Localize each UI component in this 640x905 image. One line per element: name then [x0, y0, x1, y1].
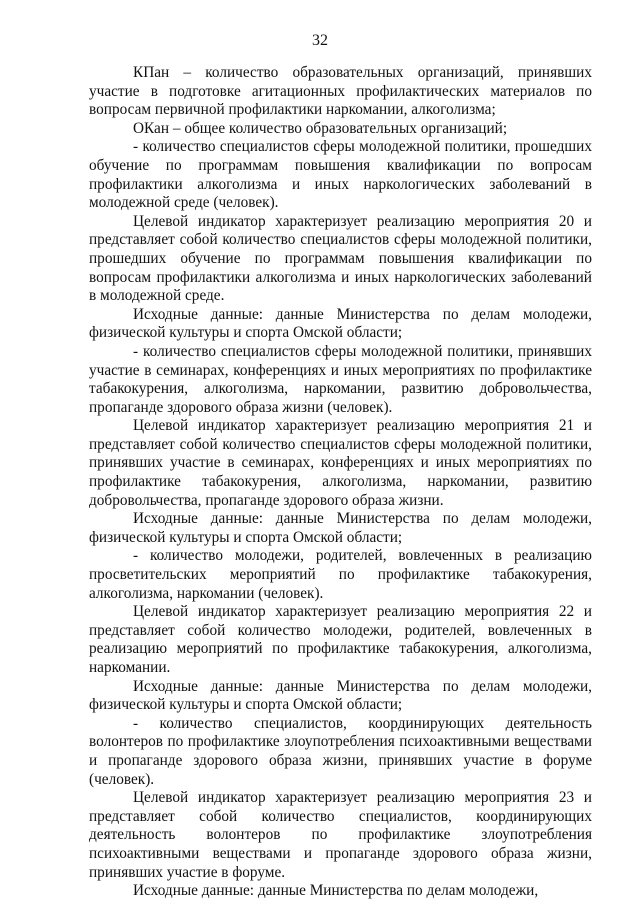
paragraph: - количество специалистов сферы молодежной политики, прошедших обучение по программам повышения квалификации по вопросам профилактики алкоголизма и иных наркологических заболеваний в молодежной среде (человек). [89, 138, 592, 212]
paragraph: Целевой индикатор характеризует реализацию мероприятия 22 и представляет собой количество молодежи, родителей, вовлеченных в реализацию мероприятий по профилактике табакокурения, алкоголизма, наркомании. [89, 603, 592, 676]
paragraph: - количество специалистов сферы молодежной политики, принявших участие в семинарах, конференциях и иных мероприятиях по профилактике табакокурения, алкоголизма, наркомании, развитию добровольчества, пропаганде здорового образа жизни (человек). [89, 342, 592, 416]
paragraph: Исходные данные: данные Министерства по делам молодежи, [133, 882, 539, 900]
paragraph: Целевой индикатор характеризует реализацию мероприятия 20 и представляет собой количество специалистов сферы молодежной политики, прошедших обучение по программам повышения квалификации по вопросам профилактики алкоголизма и иных наркологических заболеваний в молодежной среде. [89, 212, 592, 305]
paragraph: Исходные данные: данные Министерства по делам молодежи, физической культуры и спорта Омской области; [89, 510, 592, 546]
paragraph: ОКан – общее количество образовательных организаций; [133, 119, 508, 137]
paragraph: Целевой индикатор характеризует реализацию мероприятия 23 и представляет собой количество специалистов, координирующих деятельность волонтеров по профилактике злоупотребления психоактивными веществами и пропаганде здорового образа жизни, принявших участие в форуме. [89, 789, 592, 881]
paragraph: Целевой индикатор характеризует реализацию мероприятия 21 и представляет собой количество специалистов сферы молодежной политики, принявших участие в семинарах, конференциях и иных мероприятиях по профилактике табакокурения, алкоголизма, наркомании, развитию добровольчества, пропаганде здорового образа жизни. [89, 417, 592, 509]
page-number: 32 [312, 32, 328, 49]
paragraph: - количество молодежи, родителей, вовлеченных в реализацию просветительских мероприятий по профилактике табакокурения, алкоголизма, наркомании (человек). [89, 547, 592, 602]
paragraph: КПан – количество образовательных организаций, принявших участие в подготовке агитационных профилактических материалов по вопросам первичной профилактики наркомании, алкоголизма; [89, 64, 592, 119]
paragraph: Исходные данные: данные Министерства по делам молодежи, физической культуры и спорта Омской области; [89, 677, 592, 714]
paragraph: Исходные данные: данные Министерства по делам молодежи, физической культуры и спорта Омской области; [89, 305, 592, 342]
body-text [89, 64, 592, 901]
paragraph: - количество специалистов, координирующих деятельность волонтеров по профилактике злоупотребления психоактивными веществами и пропаганде здорового образа жизни, принявших участие в форуме (человек). [89, 714, 592, 788]
